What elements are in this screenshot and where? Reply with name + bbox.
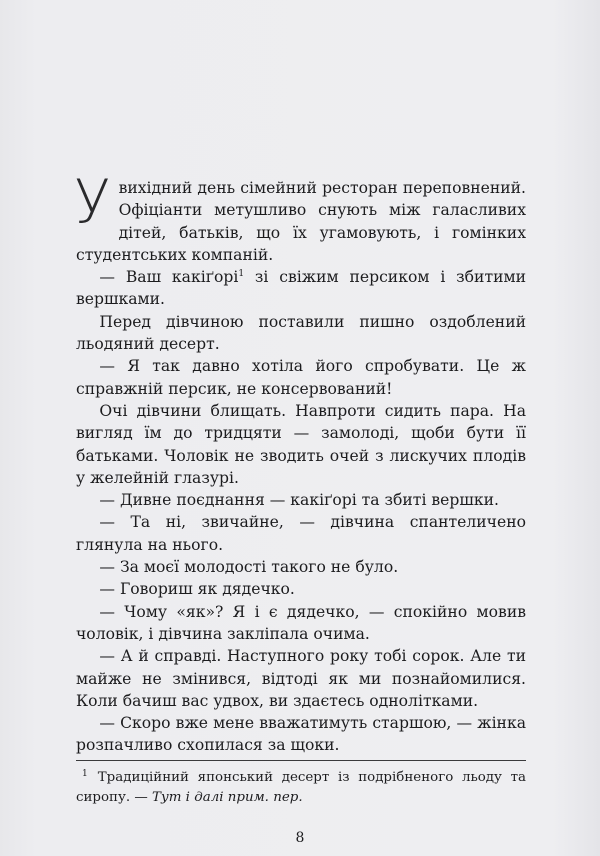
footnote-divider [76,760,526,761]
paragraph: — Скоро вже мене вважатимуть старшою, — жінка розпачливо схопилася за щоки. [76,714,526,755]
footnote [76,768,526,807]
drop-cap: У [74,167,111,237]
paragraph [76,266,526,311]
paragraph: — Говориш як дядечко. [99,580,295,599]
paragraph-text: вихідний день сімейний ресторан переповнений. Офіціанти метушливо снують між галасливих дітей, батьків, що їх угамовують, і гомінких студентських компаній. [76,179,526,264]
footnote-reference[interactable]: 1 [238,269,245,279]
paragraph-text: зі свіжим персиком і збитими вершками. [76,268,526,309]
main-text [74,167,526,757]
paragraph [74,167,526,266]
translator-note: Тут і далі прим. пер. [152,789,303,805]
paragraph: — Я так давно хотіла його спробувати. Це ж справжній персик, не консервований! [76,357,526,398]
footnote-mark: 1 [82,768,88,779]
paragraph: — За моєї молодості такого не було. [99,558,399,577]
paragraph: Очі дівчини блищать. Навпроти сидить пара. На вигляд їм до тридцяти — замолоді, щоби бути її батьками. Чоловік не зводить очей з лискучих плодів у желейній глазурі. [76,401,526,487]
paragraph-text: — Ваш какіґорі [99,268,239,287]
footnote-text: Традиційний японський десерт із подрібненого льоду та сиропу. — [76,770,526,805]
paragraph: Перед дівчиною поставили пишно оздоблений льодяний десерт. [76,312,526,354]
paragraph: — Чому «як»? Я і є дядечко, — спокійно мовив чоловік, і дівчина закліпала очима. [76,602,526,643]
paragraph: — Дивне поєднання — какіґорі та збиті вершки. [99,491,499,510]
page-number: 8 [295,830,305,846]
paragraph: — А й справді. Наступного року тобі сорок. Але ти майже не змінився, відтоді як ми познайомилися. Коли бачиш вас удвох, ви здаєтесь однолітками. [76,647,526,710]
paragraph: — Та ні, звичайне, — дівчина спантеличено глянула на нього. [76,513,526,554]
